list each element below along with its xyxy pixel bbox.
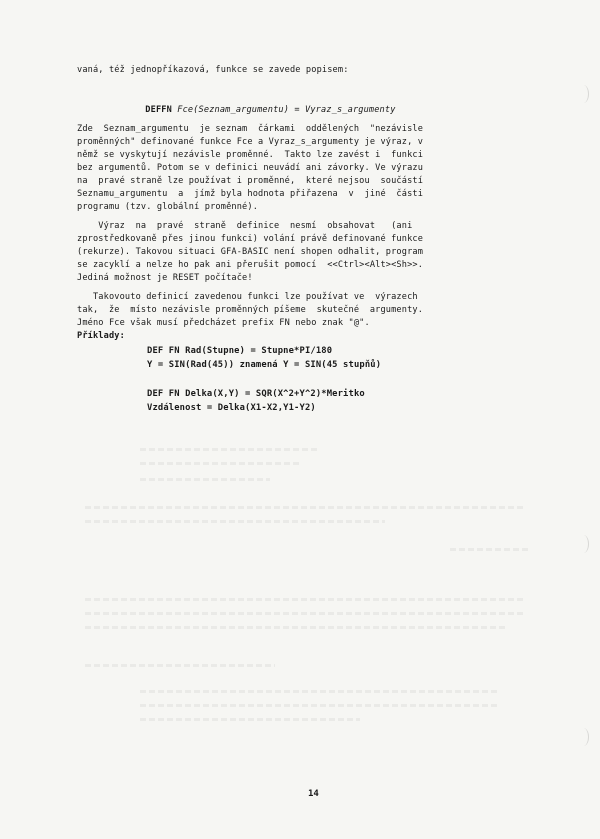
show-through-mark [85,506,525,509]
show-through-mark [85,520,385,523]
para1-line: němž se vyskytují nezávisle proměnné. Takto lze zavést i funkci [77,150,424,160]
para1-line: Zde Seznam_argumentu je seznam čárkami oddělených "nezávisle [77,124,424,134]
examples-label: Příklady: [77,331,125,341]
para1-line: proměnných" definované funkce Fce a Vyraz_s_argumenty je výraz, v [77,137,424,147]
para2-line: Výraz na pravé straně definice nesmí obsahovat (ani [77,221,413,231]
para2-line: zprostředkovaně přes jinou funkci) volání právě definované funkce [77,234,424,244]
para1-line: na pravé straně lze používat i proměnné, které nejsou součástí [77,176,424,186]
para2-line: Jediná možnost je RESET počítače! [77,273,253,283]
page-number: 14 [308,789,319,799]
para1-line: programu (tzv. globální proměnné). [77,202,259,212]
binder-hole-mark [578,728,589,746]
show-through-mark [85,664,275,667]
show-through-mark [140,718,360,721]
show-through-mark [450,548,530,551]
para1-line: Seznamu_argumentu a jímž byla hodnota přiřazena v jiné části [77,189,424,199]
para3-line: Jméno Fce však musí předcházet prefix FN nebo znak "@". [77,318,370,328]
example-line: DEF FN Delka(X,Y) = SQR(X^2+Y^2)*Meritko [147,389,365,399]
def-syntax [124,95,396,125]
example-line: DEF FN Rad(Stupne) = Stupne*PI/180 [147,346,333,356]
show-through-mark [140,704,500,707]
para2-line: (rekurze). Takovou situaci GFA-BASIC není shopen odhalit, program [77,247,424,257]
show-through-mark [85,612,525,615]
show-through-mark [85,626,505,629]
example-line: Vzdálenost = Delka(X1-X2,Y1-Y2) [147,403,316,413]
para1-line: bez argumentů. Potom se v definici neuvádí ani závorky. Ve výrazu [77,163,424,173]
para3-line: tak, že místo nezávisle proměnných píšeme skutečné argumenty. [77,305,424,315]
para2-line: se zacyklí a nelze ho pak ani přerušit pomocí <<Ctrl><Alt><Sh>>. [77,260,424,270]
show-through-mark [140,448,320,451]
binder-hole-mark [578,85,589,103]
show-through-mark [85,598,525,601]
deffn-keyword: DEFFN [145,105,172,115]
intro-line: vaná, též jednopříkazová, funkce se zavede popisem: [77,65,349,75]
para3-line: Takovouto definicí zavedenou funkci lze používat ve výrazech [77,292,418,302]
binder-hole-mark [578,535,589,553]
def-expression: Fce(Seznam_argumentu) = Vyraz_s_argumenty [177,105,396,115]
show-through-mark [140,690,500,693]
example-line: Y = SIN(Rad(45)) znamená Y = SIN(45 stupňů) [147,360,382,370]
show-through-mark [140,462,300,465]
show-through-mark [140,478,270,481]
